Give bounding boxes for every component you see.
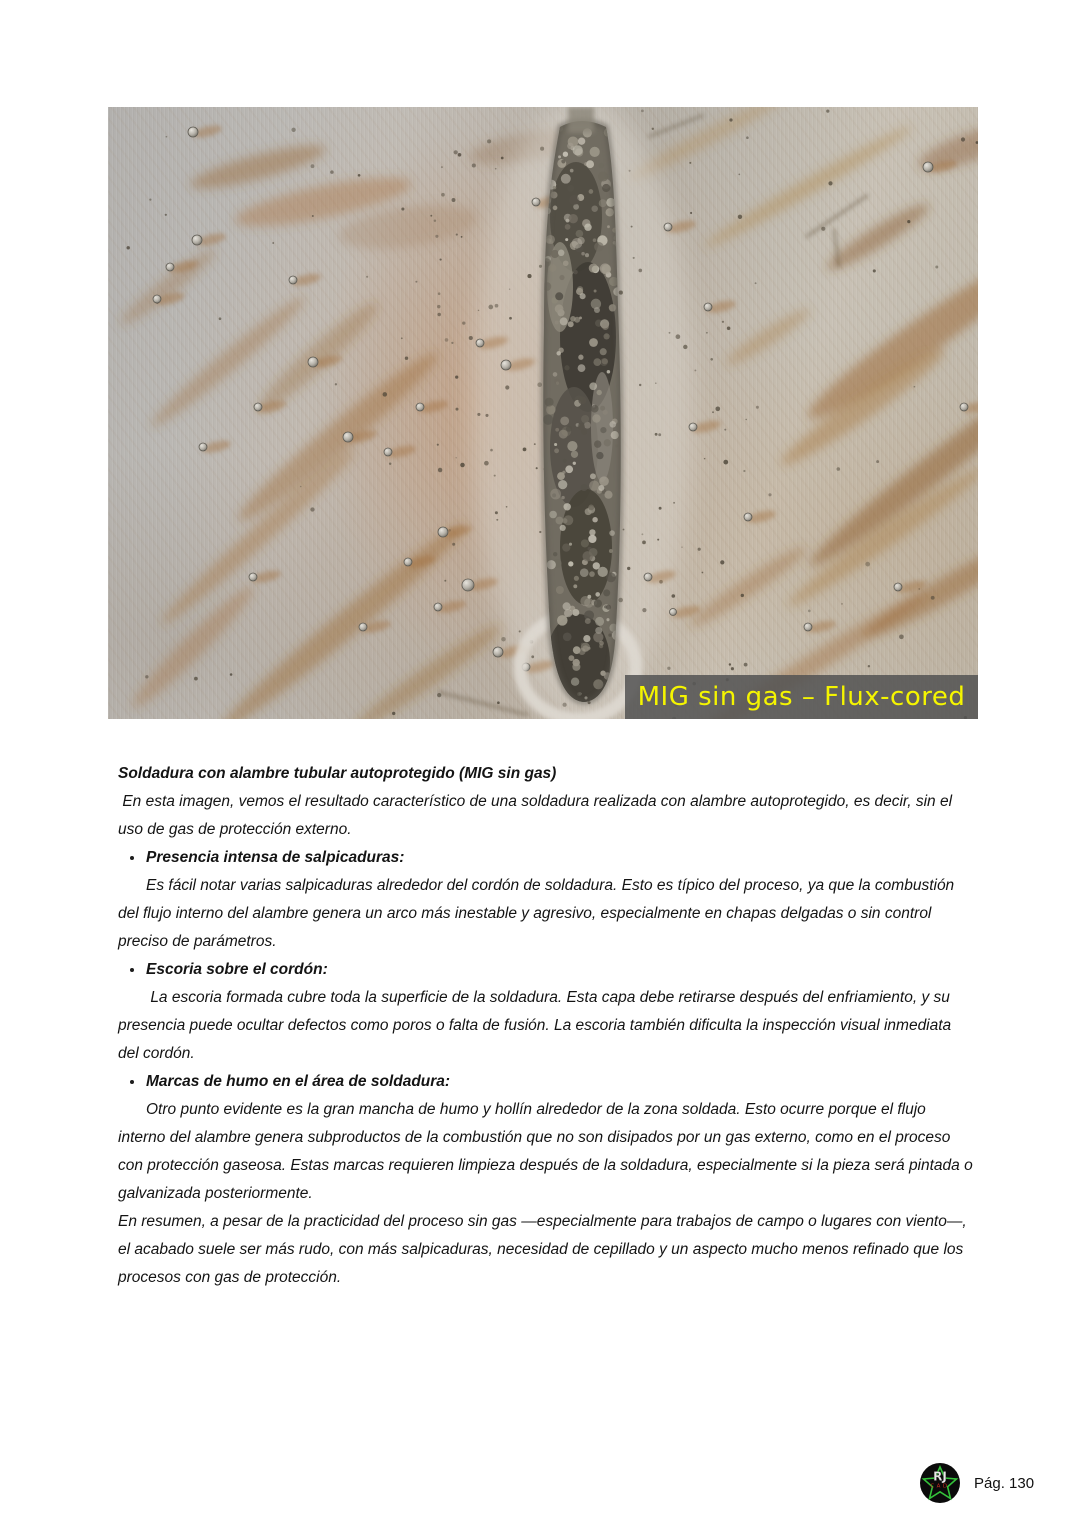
- bullet-item-spatter: [118, 844, 976, 956]
- weld-photo: [108, 107, 978, 719]
- bullet-heading: Escoria sobre el cordón:: [118, 956, 976, 984]
- bullet-item-smoke: [118, 1068, 976, 1208]
- logo-subtext: CAD: [930, 1483, 950, 1490]
- weld-photo-decor: [108, 107, 978, 719]
- page-number: Pág. 130: [974, 1474, 1035, 1492]
- article-intro: En esta imagen, vemos el resultado característico de una soldadura realizada con alambre autoprotegido, es decir, sin el uso de gas de protección externo.: [118, 793, 957, 838]
- bullet-body: Es fácil notar varias salpicaduras alrededor del cordón de soldadura. Esto es típico del proceso, ya que la combustión del flujo interno del alambre genera un arco más inestable y agresivo, especialmente en chapas delgadas o sin control preciso de parámetros.: [118, 877, 959, 950]
- bullet-body: Otro punto evidente es la gran mancha de humo y hollín alrededor de la zona soldada. Esto ocurre porque el flujo interno del alambre genera subproductos de la combustión que no son disipados por un gas externo, como en el proceso con protección gaseosa. Estas marcas requieren limpieza después de la soldadura, especialmente si la pieza será pintada o galvanizada posteriormente.: [118, 1101, 978, 1202]
- image-caption-bar: [625, 675, 978, 719]
- article-conclusion: En resumen, a pesar de la practicidad del proceso sin gas —especialmente para trabajos de campo o lugares con viento—, el acabado suele ser más rudo, con más salpicaduras, necesidad de cepillado y un aspecto mucho menos refinado que los procesos con gas de protección.: [118, 1213, 971, 1286]
- image-caption-text: MIG sin gas – Flux-cored: [637, 682, 966, 712]
- article: [118, 760, 976, 1292]
- article-title: Soldadura con alambre tubular autoprotegido (MIG sin gas): [118, 765, 557, 782]
- brand-logo-icon: [919, 1462, 961, 1504]
- weld-bead: [542, 107, 622, 710]
- logo-text: RJ: [933, 1469, 947, 1484]
- bullet-item-slag: [118, 956, 976, 1068]
- bullet-body: La escoria formada cubre toda la superficie de la soldadura. Esta capa debe retirarse después del enfriamiento, y su presencia puede ocultar defectos como poros o falta de fusión. La escoria también dificulta la inspección visual inmediata del cordón.: [118, 989, 956, 1062]
- page-footer: [919, 1462, 1034, 1504]
- bullet-heading: Presencia intensa de salpicaduras:: [118, 844, 976, 872]
- bullet-heading: Marcas de humo en el área de soldadura:: [118, 1068, 976, 1096]
